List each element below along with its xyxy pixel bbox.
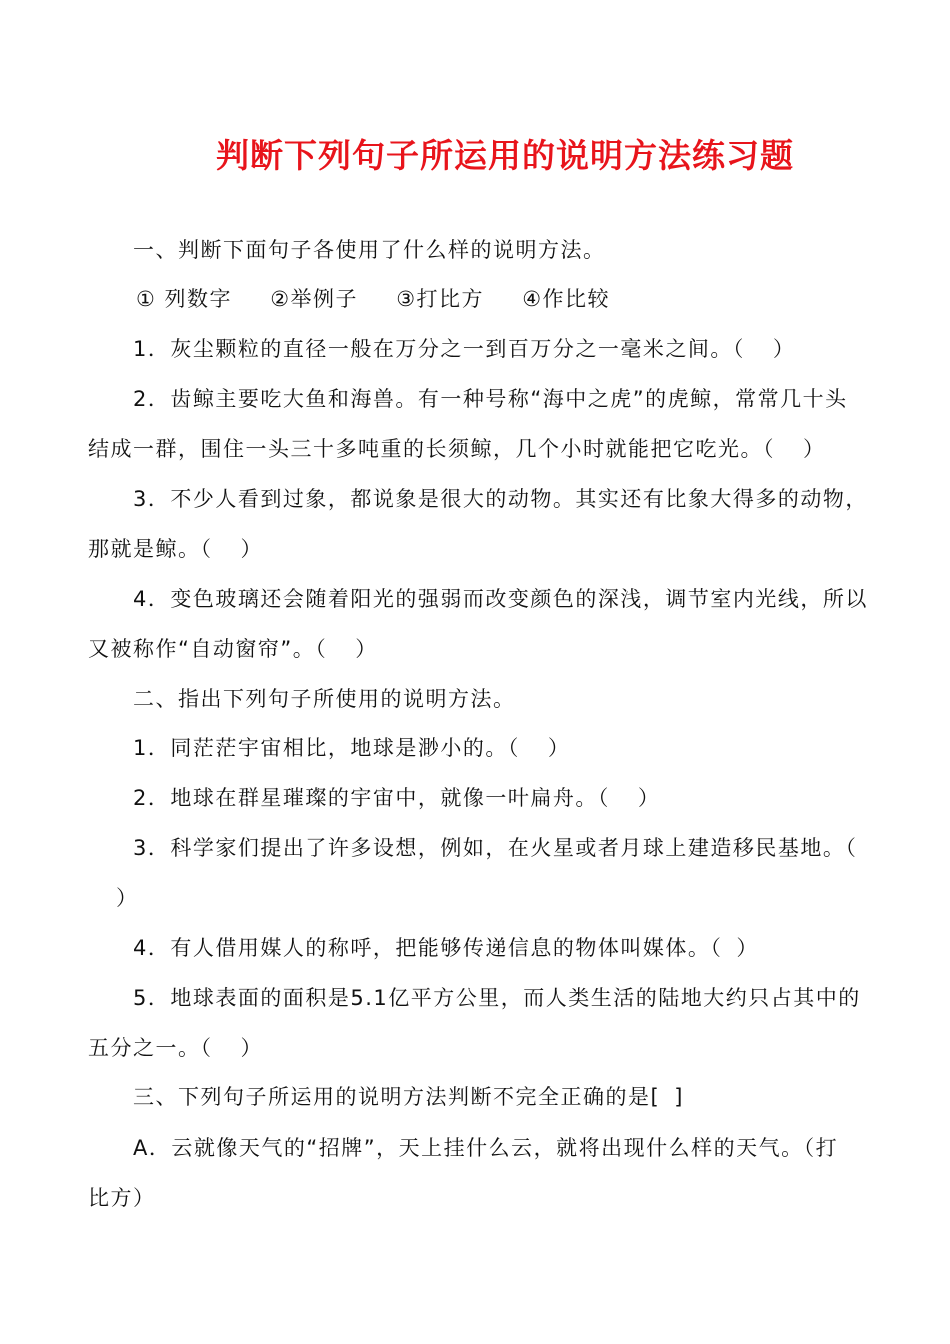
bracket-close: ] bbox=[674, 1085, 684, 1109]
question-text: 五分之一。（ bbox=[88, 1036, 213, 1060]
s3-option-a-line2: 比方） bbox=[88, 1186, 156, 1210]
s1-question-3-line1: 3．不少人看到过象，都说象是很大的动物。其实还有比象大得多的动物， bbox=[133, 487, 868, 511]
s2-question-5-line2 bbox=[88, 1033, 868, 1063]
section3-heading bbox=[133, 1082, 868, 1112]
s2-question-2 bbox=[133, 783, 868, 813]
s2-question-5-line1: 5．地球表面的面积是5.1亿平方公里，而人类生活的陆地大约只占其中的 bbox=[133, 986, 861, 1010]
s2-question-4 bbox=[133, 933, 868, 963]
s1-question-3-line2 bbox=[88, 534, 868, 564]
paren-close: ） bbox=[240, 1036, 263, 1060]
s2-question-3-line1: 3．科学家们提出了许多设想，例如，在火星或者月球上建造移民基地。（ bbox=[133, 836, 858, 860]
section1-heading: 一、判断下面句子各使用了什么样的说明方法。 bbox=[133, 238, 606, 262]
paren-close: ） bbox=[240, 537, 263, 561]
s3-option-a-line1: A．云就像天气的“招牌”，天上挂什么云，就将出现什么样的天气。（打 bbox=[133, 1136, 839, 1160]
s1-question-1 bbox=[133, 334, 868, 364]
s2-question-1 bbox=[133, 733, 868, 763]
s1-question-2-line2 bbox=[88, 434, 868, 464]
question-text: 那就是鲸。（ bbox=[88, 537, 213, 561]
question-text: 1．灰尘颗粒的直径一般在万分之一到百万分之一毫米之间。（ bbox=[133, 337, 745, 361]
question-text: 2．地球在群星璀璨的宇宙中，就像一叶扁舟。（ bbox=[133, 786, 610, 810]
option-3: ③打比方 bbox=[396, 287, 485, 311]
s2-question-3-line2: ） bbox=[116, 886, 139, 910]
section3-heading-text: 三、下列句子所运用的说明方法判断不完全正确的是[ bbox=[133, 1085, 661, 1109]
paren-close: ） bbox=[803, 437, 826, 461]
question-text: 又被称作“自动窗帘”。（ bbox=[88, 637, 328, 661]
paren-close: ） bbox=[355, 637, 378, 661]
paren-close: ） bbox=[637, 786, 661, 810]
question-text: 4．有人借用媒人的称呼，把能够传递信息的物体叫媒体。（ bbox=[133, 936, 723, 960]
s1-question-2-line1: 2．齿鲸主要吃大鱼和海兽。有一种号称“海中之虎”的虎鲸，常常几十头 bbox=[133, 387, 848, 411]
method-options bbox=[136, 284, 916, 314]
question-text: 1．同茫茫宇宙相比，地球是渺小的。（ bbox=[133, 736, 520, 760]
option-1: ① 列数字 bbox=[136, 287, 233, 311]
document-title: 判断下列句子所运用的说明方法练习题 bbox=[216, 136, 794, 175]
paren-close: ） bbox=[547, 736, 571, 760]
s1-question-4-line2 bbox=[88, 634, 868, 664]
s1-question-4-line1: 4．变色玻璃还会随着阳光的强弱而改变颜色的深浅，调节室内光线，所以 bbox=[133, 587, 868, 611]
paren-close: ） bbox=[772, 337, 796, 361]
section2-heading: 二、指出下列句子所使用的说明方法。 bbox=[133, 687, 516, 711]
question-text: 结成一群，围住一头三十多吨重的长须鲸，几个小时就能把它吃光。（ bbox=[88, 437, 775, 461]
option-2: ②举例子 bbox=[270, 287, 359, 311]
paren-close: ） bbox=[736, 936, 759, 960]
option-4: ④作比较 bbox=[522, 287, 611, 311]
